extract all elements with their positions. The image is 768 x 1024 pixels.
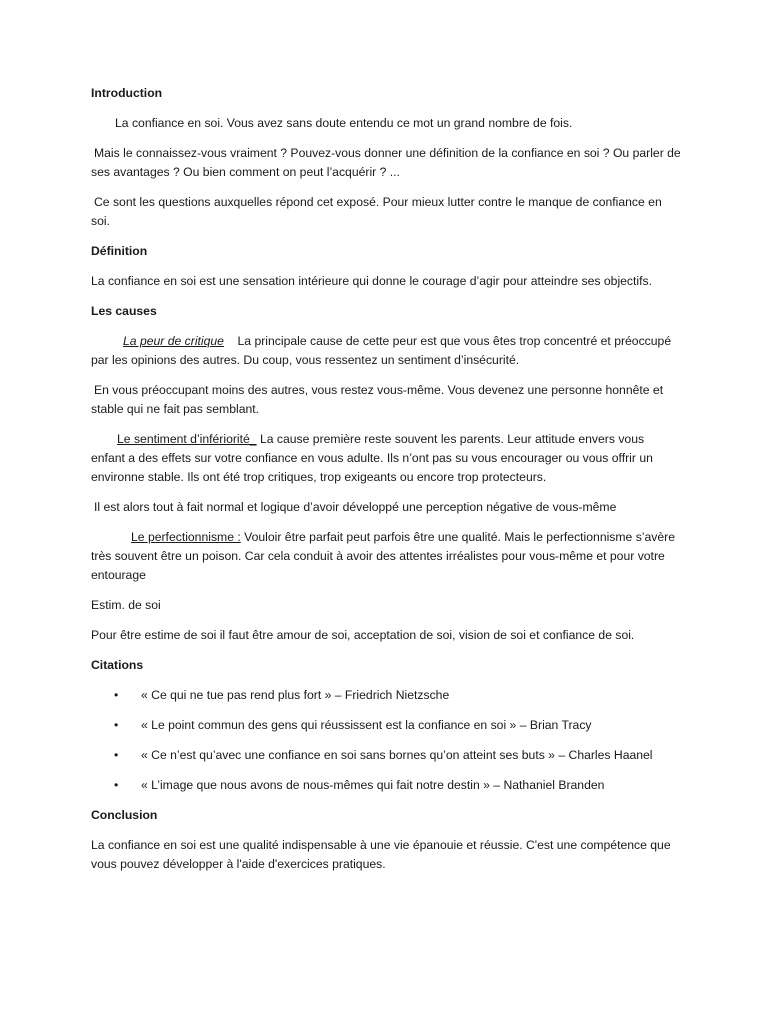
heading-definition: Définition [91,244,148,258]
cause-fear-followup: En vous préoccupant moins des autres, vous restez vous-même. Vous devenez une personne honnête et stable qui ne fait pas semblant. [91,383,664,416]
document-page [91,84,681,885]
cause-fear-text: La principale cause de cette peur est que vous êtes trop concentré et préoccupé par les opinions des autres. Du coup, vous ressentez un sentiment d’insécurité. [91,334,672,367]
heading-estime: Estim. de soi [91,598,161,612]
cause-inferiority-label: Le sentiment d’infériorité_ [117,432,257,446]
cause-perfectionism-label: Le perfectionnisme : [131,530,241,544]
cause-perfectionism-text: Vouloir être parfait peut parfois être une qualité. Mais le perfectionnisme s’avère très souvent être un poison. Car cela conduit à avoir des attentes irréalistes pour vous-même et pour votre entourage [91,530,675,582]
cause-perfectionism [91,528,681,585]
heading-introduction: Introduction [91,86,163,100]
cause-inferiority-text: La cause première reste souvent les parents. Leur attitude envers vous enfant a des effets sur votre confiance en vous adulte. Ils n’ont pas su vous encourager ou vous offrir un environne stable. Ils ont été trop critiques, trop exigeants ou encore trop protecteurs. [91,432,653,484]
definition-paragraph: La confiance en soi est une sensation intérieure qui donne le courage d’agir pour atteindre ses objectifs. [91,274,652,288]
intro-paragraph-3: Ce sont les questions auxquelles répond cet exposé. Pour mieux lutter contre le manque de confiance en soi. [91,195,662,228]
intro-paragraph-2: Mais le connaissez-vous vraiment ? Pouvez-vous donner une définition de la confiance en soi ? Ou parler de ses avantages ? Ou bien comment on peut l’acquérir ? ... [91,146,681,179]
list-item: • « L’image que nous avons de nous-mêmes qui fait notre destin » – Nathaniel Branden [91,776,681,795]
cause-inferiority-followup: Il est alors tout à fait normal et logique d’avoir développé une perception négative de vous-même [94,500,617,514]
list-item: • « Le point commun des gens qui réussissent est la confiance en soi » – Brian Tracy [91,716,681,735]
heading-conclusion: Conclusion [91,808,158,822]
list-item: • « Ce n’est qu’avec une confiance en soi sans bornes qu’on atteint ses buts » – Charles Haanel [91,746,681,765]
list-item: • « Ce qui ne tue pas rend plus fort » – Friedrich Nietzsche [91,686,681,705]
intro-paragraph-1: La confiance en soi. Vous avez sans doute entendu ce mot un grand nombre de fois. [115,116,573,130]
estime-paragraph: Pour être estime de soi il faut être amour de soi, acceptation de soi, vision de soi et confiance de soi. [91,628,635,642]
cause-inferiority [91,430,681,487]
conclusion-paragraph: La confiance en soi est une qualité indispensable à une vie épanouie et réussie. C'est une compétence que vous pouvez développer à l'aide d'exercices pratiques. [91,838,671,871]
heading-causes: Les causes [91,304,157,318]
citations-list [91,686,681,795]
cause-fear-of-criticism [91,332,681,370]
heading-citations: Citations [91,658,144,672]
cause-fear-label: La peur de critique [123,334,224,348]
